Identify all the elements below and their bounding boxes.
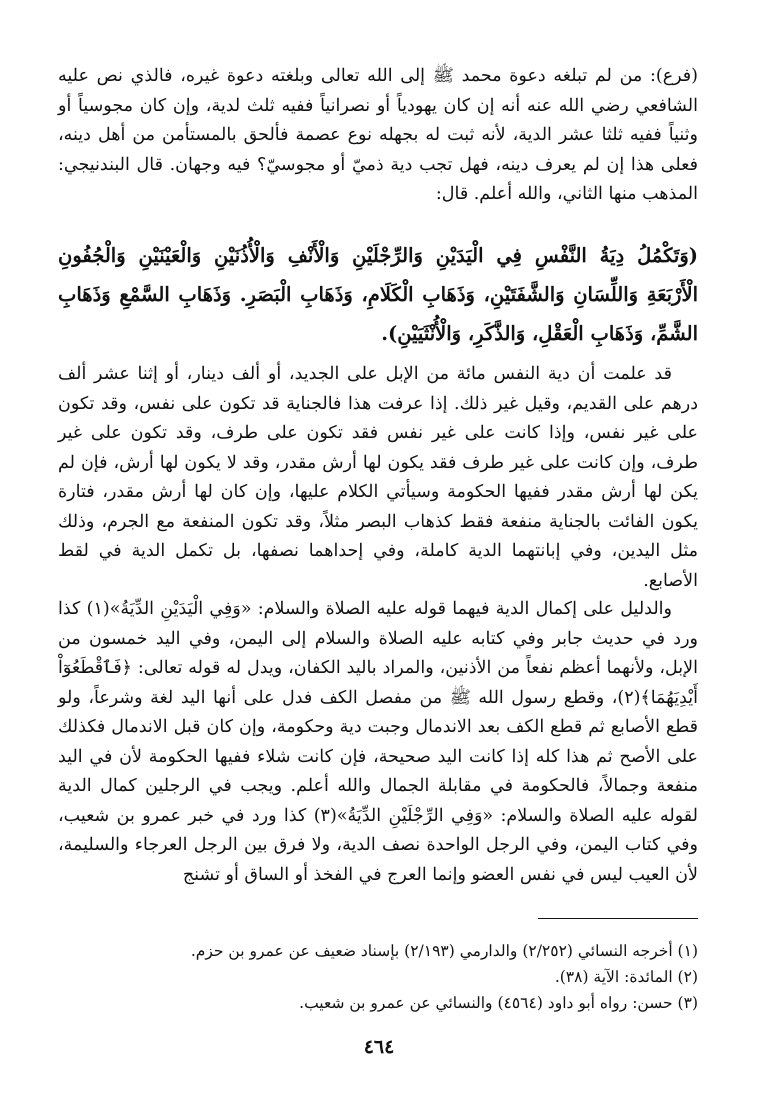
footnote-1: (١) أخرجه النسائي (٢/٢٥٢) والدارمي (٢/١٩٣) بإسناد ضعيف عن عمرو بن حزم. [190,942,698,960]
paragraph-matn-bold [58,236,698,353]
footnote-3: (٣) حسن: رواه أبو داود (٤٥٦٤) والنسائي عن عمرو بن شعيب. [299,994,698,1012]
paragraph-text: (فرع): من لم تبلغه دعوة محمد ﷺ إلى الله تعالى وبلغته دعوة غيره، فالذي نص عليه الشافعي رضي الله عنه أنه إن كان يهودياً أو نصرانياً ففيه ثلث لدية، وإن كان مجوسياً أو وثنياً ففيه ثلثا عشر الدية، لأنه ثبت له بجهله نوع عصمة فألحق بالمستأمن من أهل دينه، فعلى هذا إن لم يعرف دينه، فهل تجب دية ذميّ أو مجوسيّ؟ فيه وجهان. قال البندنيجي: المذهب منها الثاني، والله أعلم. قال: [58,66,698,204]
page-number: ٤٦٤ [363,1036,395,1058]
paragraph-text: والدليل على إكمال الدية فيهما قوله عليه الصلاة والسلام: «وَفِي الْيَدَيْنِ الدِّيَةُ»(١) كذا ورد في حديث جابر وفي كتابه عليه الصلاة والسلام إلى اليمن، وفي اليد خمسون من الإبل، ولأنهما أعظم نفعاً من الأذنين، والمراد باليد الكفان، ويدل له قوله تعالى: ﴿فَٱقْطَعُوٓاْ أَيْدِيَهُمَا﴾(٢)، وقطع رسول الله ﷺ من مفصل الكف فدل على أنها اليد لغة وشرعاً، ولو قطع الأصابع ثم قطع الكف بعد الاندمال وجبت دية وحكومة، وإن كان قبل الاندمال فكذلك على الأصح ثم هذا كله إذا كانت اليد صحيحة، فإن كانت شلاء ففيها الحكومة لأن في اليد منفعة وجمالاً، فالحكومة في مقابلة الجمال والله أعلم. ويجب في الرجلين كمال الدية لقوله عليه الصلاة والسلام: «وَفِي الرِّجْلَيْنِ الدِّيَةُ»(٣) كذا ورد في خبر عمرو بن شعيب، وفي كتاب اليمن، وفي الرجل الواحدة نصف الدية، ولا فرق بين الرجل العرجاء والسليمة، لأن العيب ليس في نفس العضو وإنما العرج في الفخذ أو الساق أو تشنج [58,599,699,885]
paragraph-commentary-2 [58,595,698,890]
paragraph-text: قد علمت أن دية النفس مائة من الإبل على الجديد، أو ألف دينار، أو إثنا عشر ألف درهم على القديم، وقيل غير ذلك. إذا عرفت هذا فالجناية قد تكون على نفس، وقد تكون على غير نفس، وإذا كانت على غير نفس فقد تكون على طرف، وقد تكون على غير طرف، وإن كانت على غير طرف فقد يكون لها أرش مقدر، وقد لا يكون لها أرش، فإن لم يكن لها أرش مقدر ففيها الحكومة وسيأتي الكلام عليها، وإن كان لها أرش مقدر، فتارة يكون الفائت بالجناية منفعة فقط كذهاب البصر مثلاً، وقد تكون المنفعة مع الجرم، وذلك مثل اليدين، وفي إبانتهما الدية كاملة، وفي إحداهما نصفها، بل تكمل الدية في لقط الأصابع. [58,364,698,591]
footnotes [58,938,698,1016]
paragraph-text: (وَتَكْمُلُ دِيَةُ النَّفْسِ فِي الْيَدَيْنِ وَالرِّجْلَيْنِ وَالْأَنْفِ وَالْأُذُنَيْنِ وَالْعَيْنَيْنِ وَالْجُفُونِ الْأَرْبَعَةِ وَاللِّسَانِ وَالشَّفَتَيْنِ، وَذَهَابِ الْكَلَامِ، وَذَهَابِ الْبَصَرِ. وَذَهَابِ السَّمْعِ وَذَهَابِ الشَّمِّ، وَذَهَابِ الْعَقْلِ، وَالذَّكَرِ، وَالْأُنْثَيَيْنِ). [58,244,698,345]
paragraph-commentary-1 [58,360,698,596]
footnote-2: (٢) المائدة: الآية (٣٨). [554,968,698,986]
footnote-separator [538,918,698,919]
paragraph-furu [58,62,698,210]
